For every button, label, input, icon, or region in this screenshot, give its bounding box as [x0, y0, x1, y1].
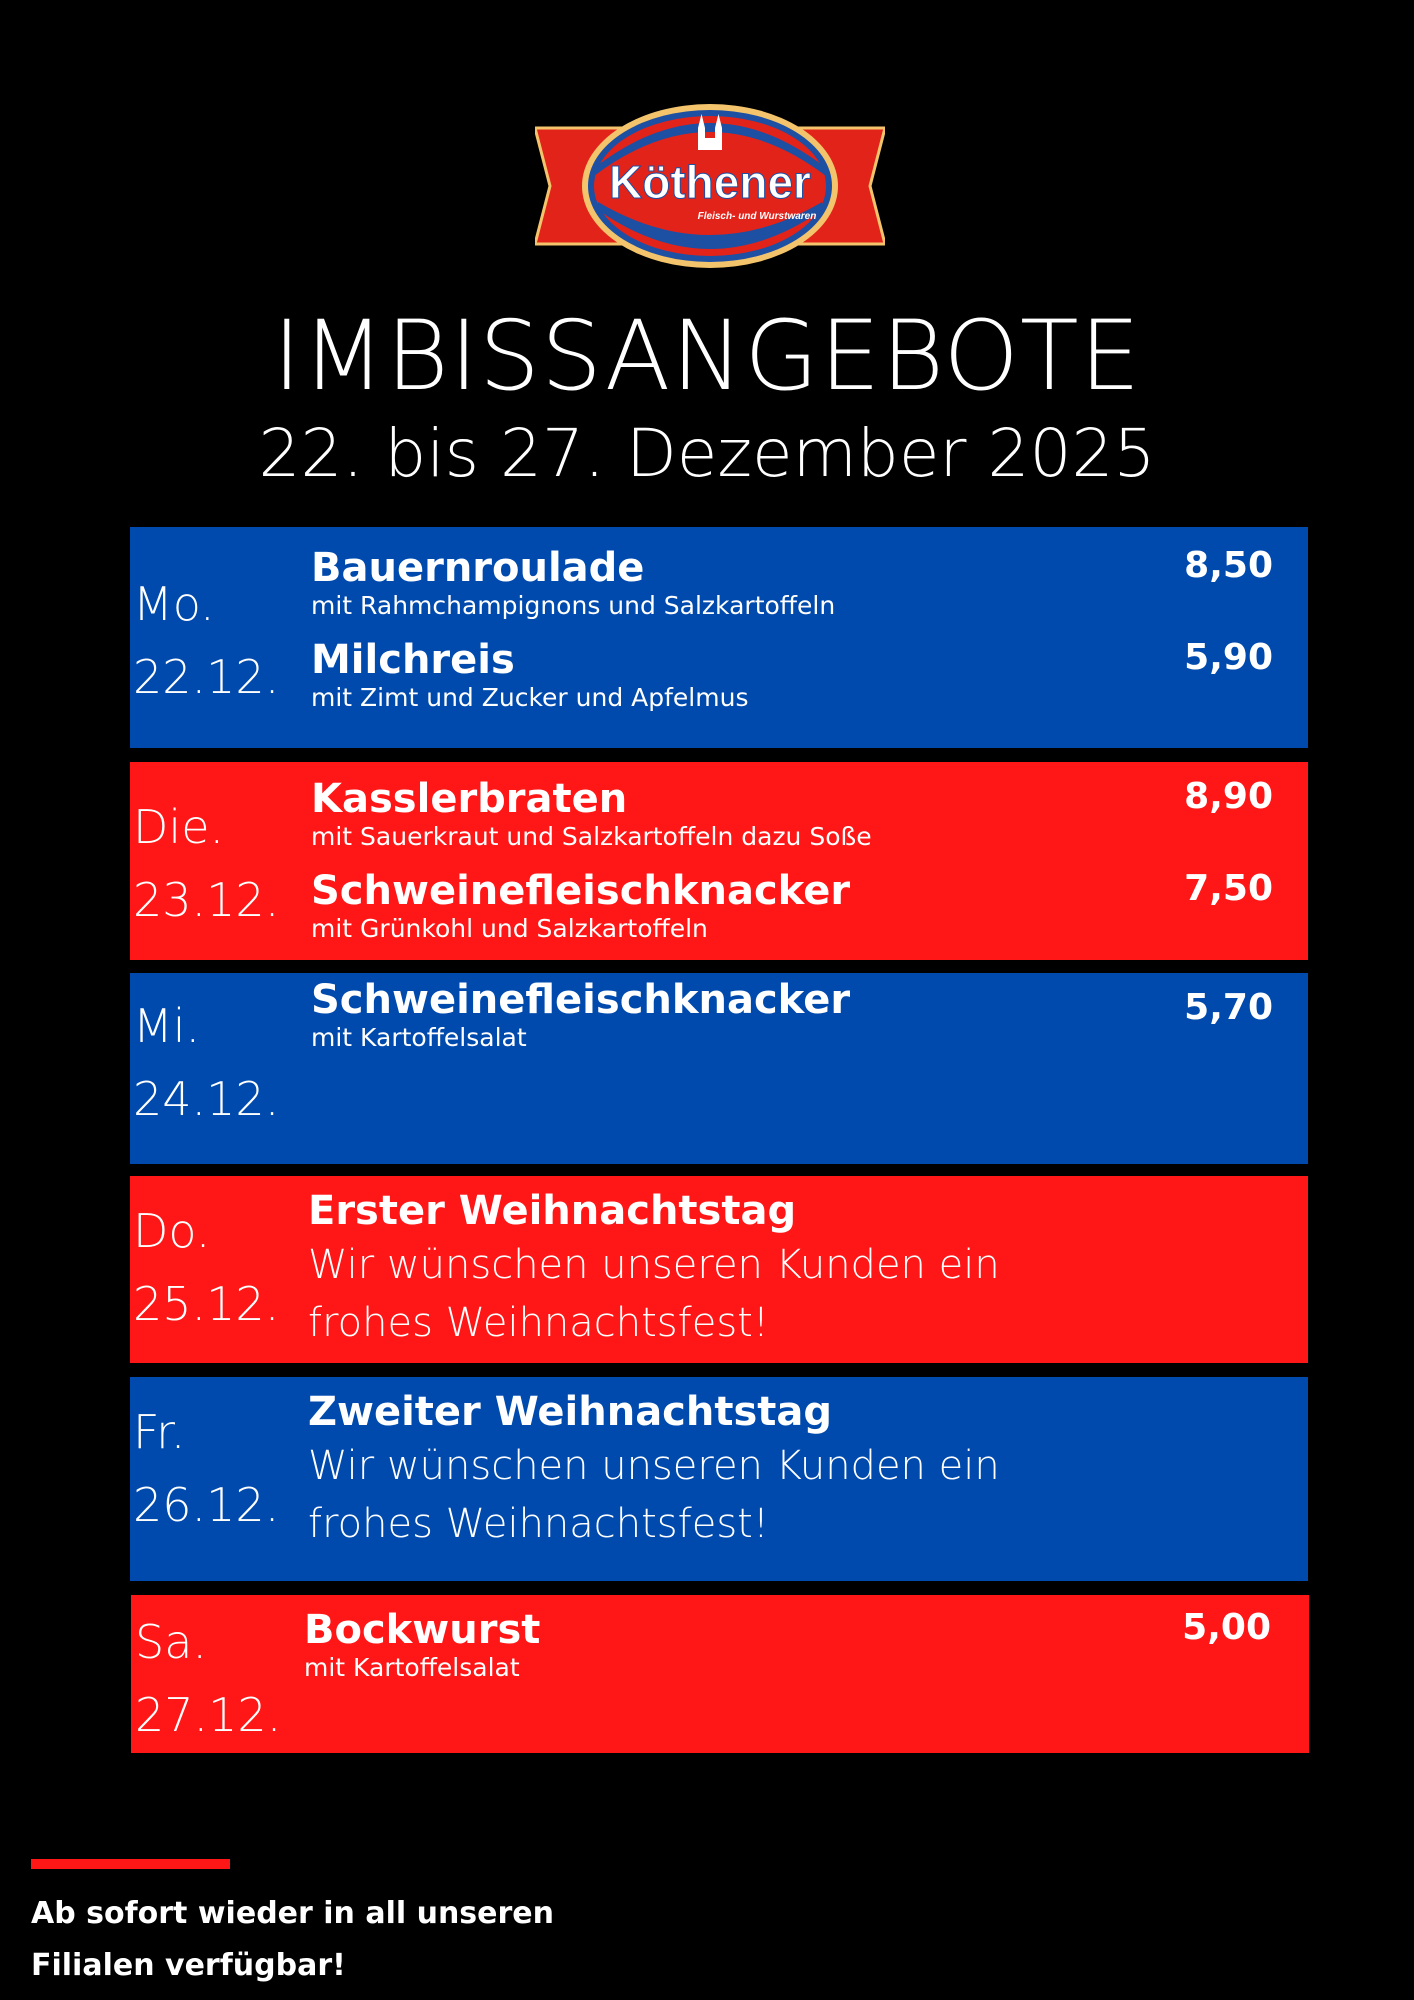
day-label	[133, 1204, 279, 1332]
holiday-notice	[308, 1186, 1273, 1352]
day-date: 27.12.	[135, 1688, 282, 1743]
page-title: IMBISSANGEBOTE	[272, 300, 1142, 412]
item-name: Milchreis	[311, 637, 515, 683]
item-description: mit Kartoffelsalat	[311, 1023, 527, 1052]
day-block-monday	[130, 527, 1308, 748]
item-name: Schweinefleischknacker	[311, 868, 851, 914]
page-subtitle: 22. bis 27. Dezember 2025	[258, 415, 1156, 492]
menu-item	[311, 977, 1273, 1053]
day-name: Do.	[133, 1204, 211, 1258]
item-name: Schweinefleischknacker	[311, 977, 851, 1023]
holiday-message: Wir wünschen unseren Kunden ein frohes Weihnachtsfest!	[308, 1443, 1000, 1547]
logo-tagline: Fleisch- und Wurstwaren	[697, 211, 817, 222]
holiday-notice	[308, 1387, 1273, 1553]
item-price: 5,70	[1184, 987, 1273, 1028]
item-price: 8,50	[1184, 545, 1273, 586]
footer-note: Ab sofort wieder in all unseren Filialen verfügbar!	[31, 1896, 555, 1983]
item-price: 8,90	[1184, 776, 1273, 817]
menu-item	[304, 1607, 1271, 1683]
day-label	[133, 1405, 279, 1533]
day-date: 23.12.	[133, 873, 280, 928]
day-date: 25.12.	[133, 1277, 280, 1332]
day-block-thursday	[130, 1176, 1308, 1363]
holiday-name: Zweiter Weihnachtstag	[308, 1389, 833, 1435]
item-name: Bauernroulade	[311, 545, 645, 591]
item-price: 7,50	[1184, 868, 1273, 909]
day-name: Fr.	[133, 1405, 186, 1459]
item-description: mit Kartoffelsalat	[304, 1653, 520, 1682]
day-label	[133, 577, 279, 705]
day-date: 22.12.	[133, 650, 280, 705]
day-name: Mi.	[133, 999, 201, 1053]
koethener-logo	[535, 98, 885, 273]
item-description: mit Sauerkraut und Salzkartoffeln dazu Soße	[311, 822, 872, 851]
day-label	[133, 999, 279, 1127]
day-block-wednesday	[130, 973, 1308, 1164]
menu-item	[311, 776, 1273, 852]
day-block-friday	[130, 1377, 1308, 1581]
day-name: Mo.	[133, 577, 215, 631]
day-block-saturday	[131, 1595, 1309, 1753]
logo-brand: Köthener	[609, 156, 811, 208]
footer-accent-bar	[31, 1859, 230, 1869]
holiday-message: Wir wünschen unseren Kunden ein frohes Weihnachtsfest!	[308, 1242, 1000, 1346]
menu-item	[311, 868, 1273, 944]
day-name: Sa.	[135, 1615, 208, 1669]
menu-item	[311, 545, 1273, 621]
day-date: 26.12.	[133, 1478, 280, 1533]
day-label	[135, 1615, 281, 1743]
item-price: 5,90	[1184, 637, 1273, 678]
day-name: Die.	[133, 800, 225, 854]
item-description: mit Rahmchampignons und Salzkartoffeln	[311, 591, 836, 620]
menu-item	[311, 637, 1273, 713]
day-date: 24.12.	[133, 1072, 280, 1127]
item-description: mit Grünkohl und Salzkartoffeln	[311, 914, 708, 943]
item-name: Bockwurst	[304, 1607, 541, 1653]
item-price: 5,00	[1182, 1607, 1271, 1648]
holiday-name: Erster Weihnachtstag	[308, 1188, 797, 1234]
day-block-tuesday	[130, 762, 1308, 960]
item-description: mit Zimt und Zucker und Apfelmus	[311, 683, 749, 712]
day-label	[133, 800, 279, 928]
item-name: Kasslerbraten	[311, 776, 628, 822]
